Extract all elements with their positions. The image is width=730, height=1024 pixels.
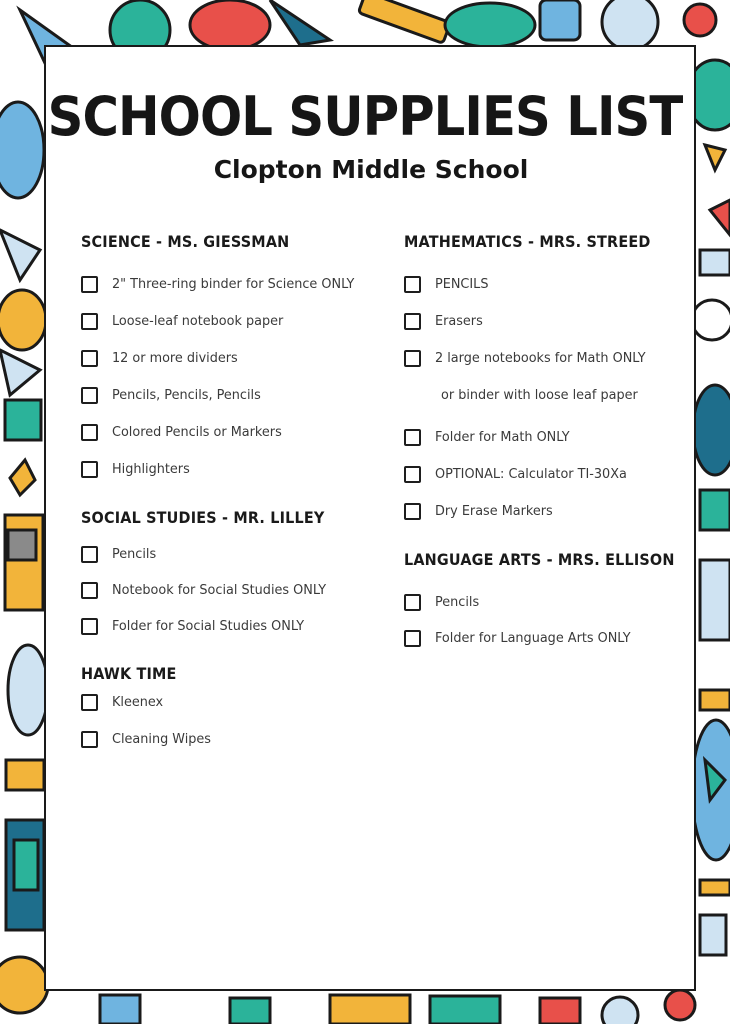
checkbox[interactable] <box>81 694 98 711</box>
section-mathematics <box>404 232 684 540</box>
checkbox[interactable] <box>404 429 421 446</box>
checkbox[interactable] <box>404 350 421 367</box>
checkbox[interactable] <box>404 594 421 611</box>
list-item[interactable] <box>81 731 381 768</box>
left-column <box>81 232 381 768</box>
checkbox[interactable] <box>81 387 98 404</box>
page-title: SCHOOL SUPPLIES LIST <box>47 85 683 148</box>
section-science <box>81 232 381 498</box>
list-item[interactable] <box>404 503 684 540</box>
section-hawk-time <box>81 664 381 768</box>
list-item[interactable] <box>404 429 684 466</box>
school-name: Clopton Middle School <box>213 155 529 184</box>
list-item[interactable] <box>81 618 381 654</box>
item-label: 12 or more dividers <box>112 350 238 366</box>
item-label: Loose-leaf notebook paper <box>112 313 284 329</box>
checkbox[interactable] <box>81 350 98 367</box>
item-label: Highlighters <box>112 461 190 477</box>
checkbox[interactable] <box>404 630 421 647</box>
section-heading: SCIENCE - MS. GIESSMAN <box>81 232 290 251</box>
list-item[interactable] <box>81 424 381 461</box>
list-item[interactable] <box>81 546 381 582</box>
list-item[interactable] <box>81 276 381 313</box>
checkbox[interactable] <box>81 461 98 478</box>
item-label: Kleenex <box>112 694 164 710</box>
item-label: Cleaning Wipes <box>112 731 211 747</box>
list-item[interactable] <box>81 387 381 424</box>
list-item[interactable] <box>404 630 684 666</box>
list-item[interactable] <box>404 594 684 630</box>
item-label: Folder for Math ONLY <box>435 429 570 445</box>
checkbox[interactable] <box>81 546 98 563</box>
item-label: Pencils <box>112 546 157 562</box>
section-language-arts <box>404 550 684 666</box>
checkbox[interactable] <box>404 276 421 293</box>
item-label: Colored Pencils or Markers <box>112 424 282 440</box>
checkbox[interactable] <box>81 276 98 293</box>
section-heading: MATHEMATICS - MRS. STREED <box>404 232 651 251</box>
checkbox[interactable] <box>404 503 421 520</box>
item-label: OPTIONAL: Calculator TI-30Xa <box>435 466 627 482</box>
item-label: Folder for Language Arts ONLY <box>435 630 631 646</box>
right-column <box>404 232 684 666</box>
checkbox[interactable] <box>81 313 98 330</box>
list-item[interactable] <box>81 350 381 387</box>
item-label: PENCILS <box>435 276 489 292</box>
list-item[interactable] <box>81 313 381 350</box>
item-label: 2" Three-ring binder for Science ONLY <box>112 276 355 292</box>
checkbox[interactable] <box>81 618 98 635</box>
item-label: Dry Erase Markers <box>435 503 553 519</box>
checkbox[interactable] <box>404 313 421 330</box>
list-item[interactable] <box>404 276 684 313</box>
list-item[interactable] <box>81 694 381 731</box>
section-heading: SOCIAL STUDIES - MR. LILLEY <box>81 508 325 527</box>
list-item[interactable] <box>81 461 381 498</box>
item-label: Folder for Social Studies ONLY <box>112 618 305 634</box>
item-label: 2 large notebooks for Math ONLY <box>435 350 646 366</box>
checkbox[interactable] <box>81 424 98 441</box>
item-label-continuation: or binder with loose leaf paper <box>441 387 638 403</box>
list-item[interactable] <box>404 466 684 503</box>
list-item[interactable] <box>404 350 684 387</box>
section-heading: LANGUAGE ARTS - MRS. ELLISON <box>404 550 675 569</box>
list-item[interactable] <box>81 582 381 618</box>
checkbox[interactable] <box>81 582 98 599</box>
section-heading: HAWK TIME <box>81 664 177 683</box>
list-item[interactable] <box>404 313 684 350</box>
item-label: Pencils <box>435 594 480 610</box>
checkbox[interactable] <box>81 731 98 748</box>
checkbox[interactable] <box>404 466 421 483</box>
item-label: Pencils, Pencils, Pencils <box>112 387 261 403</box>
item-label: Erasers <box>435 313 483 329</box>
section-social-studies <box>81 508 381 654</box>
item-label: Notebook for Social Studies ONLY <box>112 582 327 598</box>
